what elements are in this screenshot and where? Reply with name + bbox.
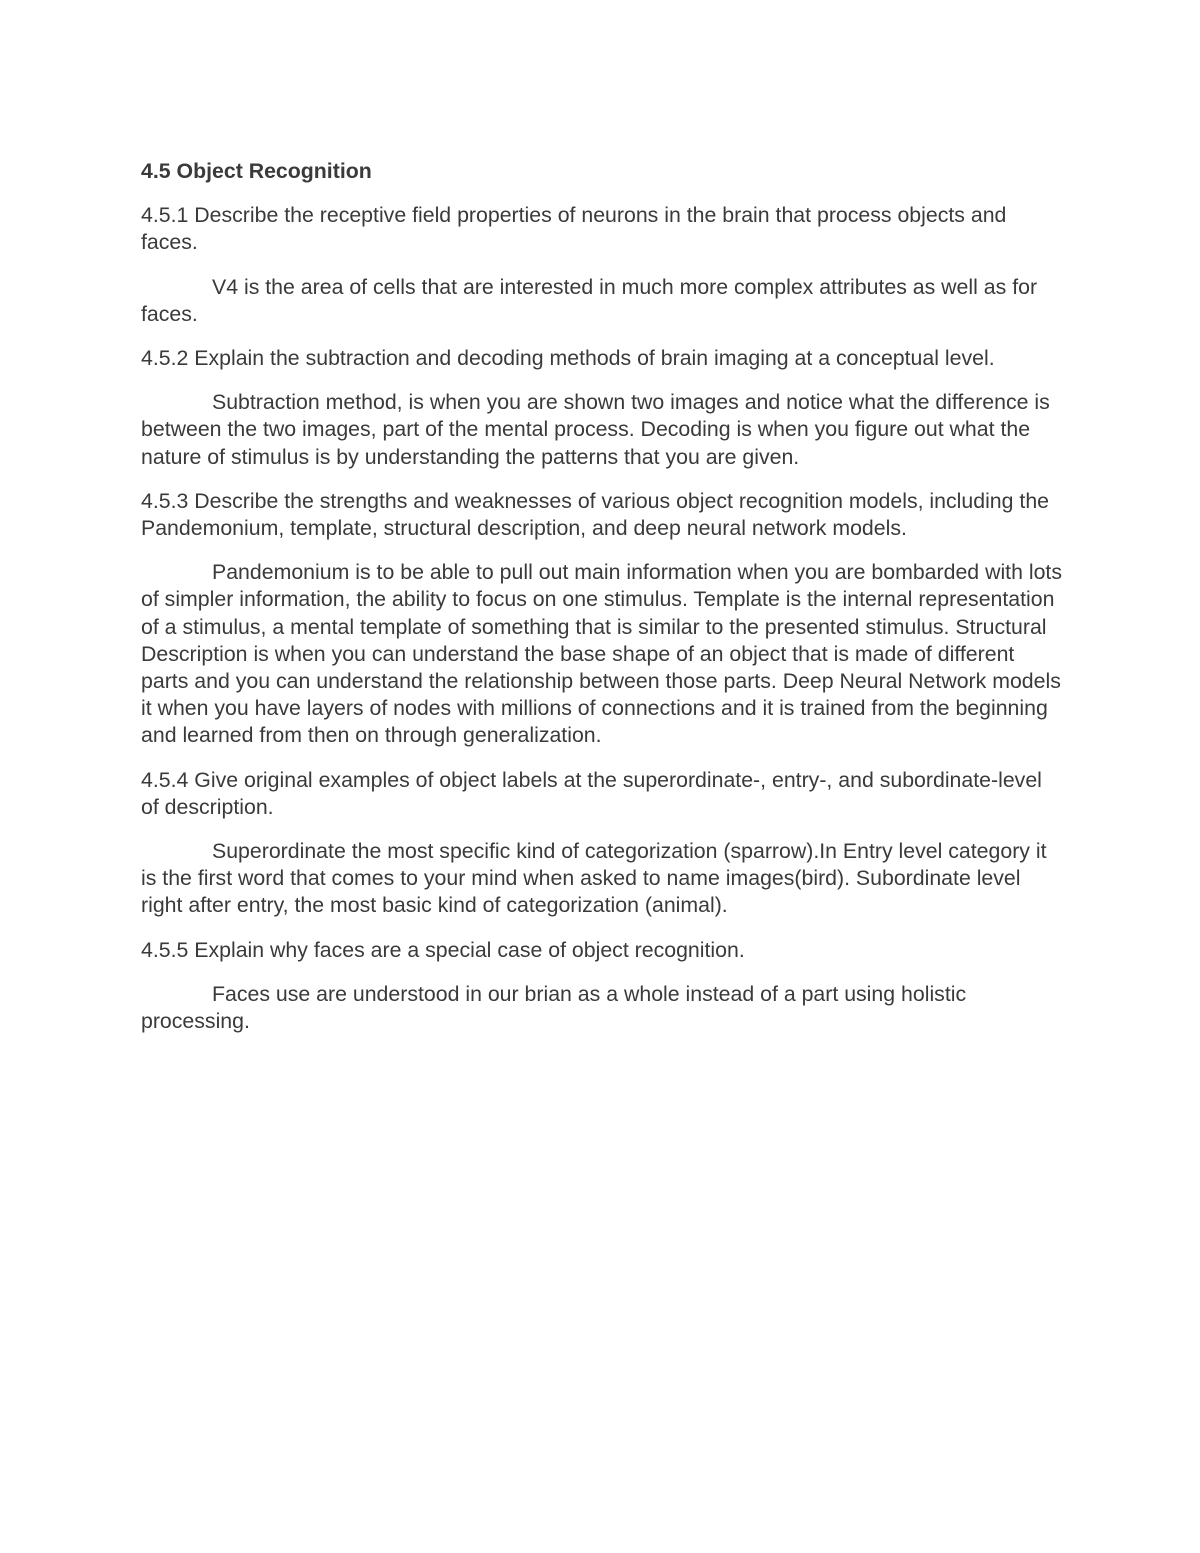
answer-4-5-4: Superordinate the most specific kind of categorization (sparrow).In Entry level category it is the first word that comes to your mind when asked to name images(bird). Subordinate level right after entry, the most basic kind of categorization (animal).	[141, 839, 1047, 918]
answer-4-5-1: V4 is the area of cells that are interested in much more complex attributes as well as for faces.	[141, 274, 1038, 326]
answer-4-5-2: Subtraction method, is when you are shown two images and notice what the difference is between the two images, part of the mental process. Decoding is when you figure out what the nature of stimulus is by understanding the patterns that you are given.	[141, 390, 1050, 469]
section-heading: 4.5 Object Recognition	[141, 159, 372, 183]
answer-4-5-5: Faces use are understood in our brian as a whole instead of a part using holistic processing.	[141, 981, 967, 1034]
document-body	[141, 158, 1063, 1052]
question-4-5-5: 4.5.5 Explain why faces are a special case of object recognition.	[141, 937, 745, 962]
answer-4-5-3: Pandemonium is to be able to pull out main information when you are bombarded with lots of simpler information, the ability to focus on one stimulus. Template is the internal representation of a stimulus, a mental template of something that is similar to the presented stimulus. Structural Description is when you can understand the base shape of an object that is made of different parts and you can understand the relationship between those parts. Deep Neural Network models it when you have layers of nodes with millions of connections and it is trained from the beginning and learned from then on through generalization.	[141, 560, 1062, 748]
question-4-5-1: 4.5.1 Describe the receptive field properties of neurons in the brain that process objects and faces.	[141, 203, 1007, 255]
question-4-5-4: 4.5.4 Give original examples of object labels at the superordinate-, entry-, and subordinate-level of description.	[141, 767, 1042, 819]
question-4-5-3: 4.5.3 Describe the strengths and weaknesses of various object recognition models, including the Pandemonium, template, structural description, and deep neural network models.	[141, 488, 1050, 541]
question-4-5-2: 4.5.2 Explain the subtraction and decoding methods of brain imaging at a conceptual level.	[141, 346, 995, 371]
